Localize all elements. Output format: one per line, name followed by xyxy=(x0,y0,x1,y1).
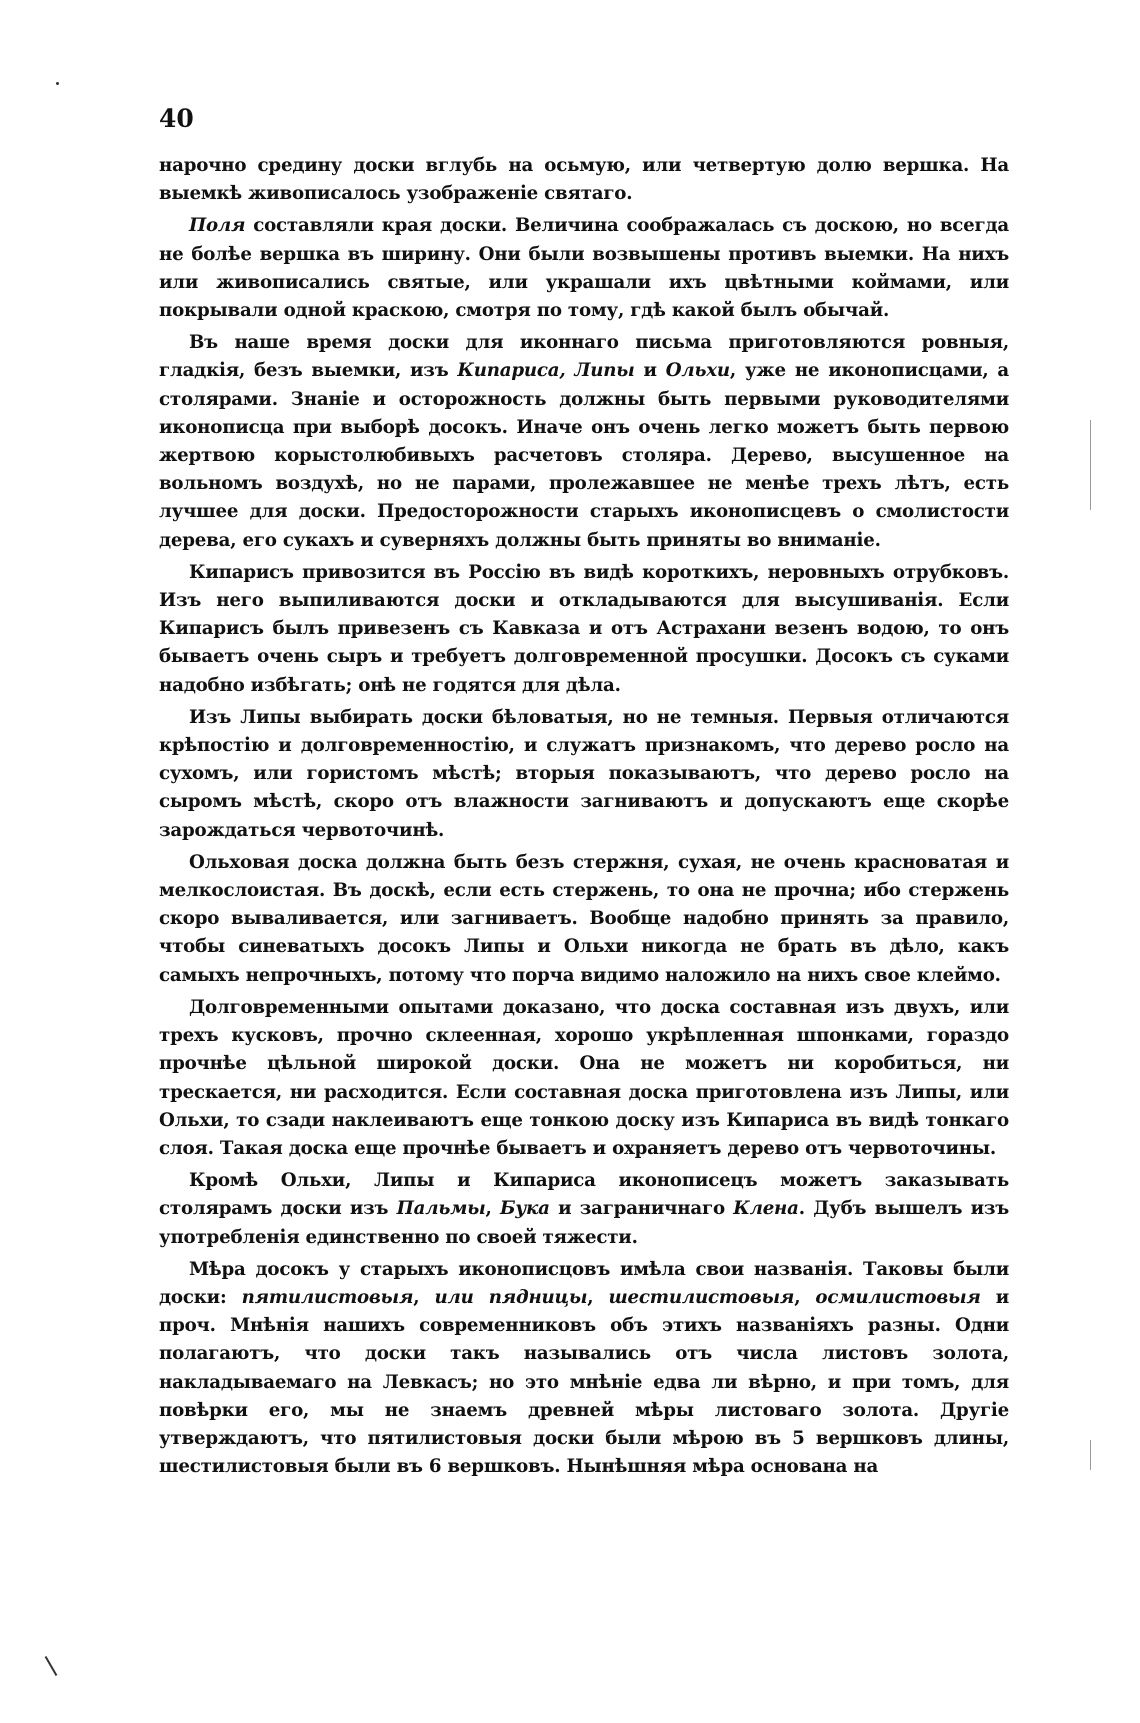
text-run: , уже не иконописцами, а столярами. Знаніе и осторожность должны быть первыми руководителями иконописца при выборѣ досокъ. Иначе онъ очень легко можетъ быть первою жертвою корыстолюбивыхъ расчетовъ столяра. Дерево, высушенное на вольномъ воздухѣ, но не парами, пролежавшее не менѣе трехъ лѣтъ, есть лучшее для доски. Предосторожности старыхъ иконописцевъ о смолистости дерева, его сукахъ и суверняхъ должны быть приняты во вниманіе. xyxy=(159,360,1009,551)
margin-line-right-1 xyxy=(1090,420,1091,510)
text-run: Долговременными опытами доказано, что доска составная изъ двухъ, или трехъ кусковъ, прочно склеенная, хорошо укрѣпленная шпонками, гораздо прочнѣе цѣльной широкой доски. Она не можетъ ни коробиться, ни трескается, ни расходится. Если составная доска приготовлена изъ Липы, или Ольхи, то сзади наклеиваютъ еще тонкою доску изъ Кипариса въ видѣ тонкаго слоя. Такая доска еще прочнѣе бываетъ и охраняетъ дерево отъ червоточины. xyxy=(159,996,1009,1159)
text-run: составляли края доски. Величина соображалась съ доскою, но всегда не болѣе вершка въ ширину. Они были возвышены противъ выемки. На нихъ или живописались святые, или украшали ихъ цвѣтными коймами, или покрывали одной краскою, смотря по тому, гдѣ какой былъ обычай. xyxy=(159,215,1009,322)
italic-term: Кипариса, Липы xyxy=(457,360,635,382)
italic-term: Ольхи xyxy=(665,360,730,382)
text-run: и проч. Мнѣнія нашихъ современниковъ объ этихъ названіяхъ разны. Одни полагаютъ, что доски такъ назывались отъ числа листовъ золота, накладываемаго на Левкасъ; но это мнѣніе едва ли вѣрно, и при томъ, для повѣрки его, мы не знаемъ древней мѣры листоваго золота. Другіе утверждаютъ, что пятилистовыя доски были мѣрою въ 5 вершковъ длины, шестилистовыя были въ 6 вершковъ. Нынѣшняя мѣра основана на xyxy=(159,1286,1010,1478)
paragraph xyxy=(159,994,1009,1163)
paragraph xyxy=(159,849,1009,990)
italic-term: пятилистовыя xyxy=(241,1286,414,1308)
italic-term: или пядницы xyxy=(434,1286,588,1308)
text-run: и xyxy=(634,360,666,382)
paragraph xyxy=(159,1167,1009,1252)
italic-term: Поля xyxy=(189,215,246,237)
paragraph xyxy=(159,212,1009,325)
page-number: 40 xyxy=(159,104,194,133)
text-run: , xyxy=(413,1286,435,1308)
text-run: , xyxy=(485,1198,501,1220)
text-run: и заграничнаго xyxy=(549,1198,734,1220)
text-run: Мѣра досокъ у старыхъ иконописцовъ имѣла свои названія. Таковы были доски: xyxy=(159,1258,1009,1308)
italic-term: шестилистовыя xyxy=(608,1286,795,1308)
text-run: нарочно средину доски вглубь на осьмую, или четвертую долю вершка. На выемкѣ живописалось узображеніе святаго. xyxy=(159,155,1009,205)
paragraph xyxy=(159,152,1009,208)
margin-line-right-2 xyxy=(1090,1440,1091,1470)
paragraph xyxy=(159,329,1009,555)
italic-term: Бука xyxy=(500,1198,550,1220)
text-run: . Дубъ вышелъ изъ употребленія единственно по своей тяжести. xyxy=(159,1198,1010,1248)
margin-mark-left-top xyxy=(56,82,59,85)
paragraph xyxy=(159,559,1009,700)
margin-mark-left-bottom xyxy=(45,1656,58,1676)
text-run: Кромѣ Ольхи, Липы и Кипариса иконописецъ можетъ заказывать столярамъ доски изъ xyxy=(159,1170,1009,1220)
paragraph xyxy=(159,704,1009,845)
text-run: Въ наше время доски для иконнаго письма приготовляются ровныя, гладкія, безъ выемки, изъ xyxy=(159,332,1009,382)
italic-term: Пальмы xyxy=(396,1198,486,1220)
text-run: , xyxy=(587,1286,609,1308)
paragraph xyxy=(159,1256,1009,1482)
text-run: Кипарисъ привозится въ Россію въ видѣ короткихъ, неровныхъ отрубковъ. Изъ него выпиливаются доски и откладываются для высушиванія. Если Кипарисъ былъ привезенъ съ Кавказа и отъ Астрахани везенъ водою, то онъ бываетъ очень сыръ и требуетъ долговременной просушки. Досокъ съ суками надобно избѣгать; онѣ не годятся для дѣла. xyxy=(159,561,1009,696)
italic-term: Клена xyxy=(733,1198,799,1220)
text-run: , xyxy=(794,1286,816,1308)
text-run: Изъ Липы выбирать доски бѣловатыя, но не темныя. Первыя отличаются крѣпостію и долговременностію, и служатъ признакомъ, что дерево росло на сухомъ, или гористомъ мѣстѣ; вторыя показываютъ, что дерево росло на сыромъ мѣстѣ, скоро отъ влажности загниваютъ и допускаютъ еще скорѣе зарождаться червоточинѣ. xyxy=(159,706,1009,841)
italic-term: осмилистовыя xyxy=(815,1286,981,1308)
text-run: Ольховая доска должна быть безъ стержня, сухая, не очень красноватая и мелкослоистая. Въ доскѣ, если есть стержень, то она не прочна; ибо стержень скоро вываливается, или загниваетъ. Вообще надобно принять за правило, чтобы синеватыхъ досокъ Липы и Ольхи никогда не брать въ дѣло, какъ самыхъ непрочныхъ, потому что порча видимо наложило на нихъ свое клеймо. xyxy=(159,851,1009,986)
body-text xyxy=(159,152,1009,1485)
